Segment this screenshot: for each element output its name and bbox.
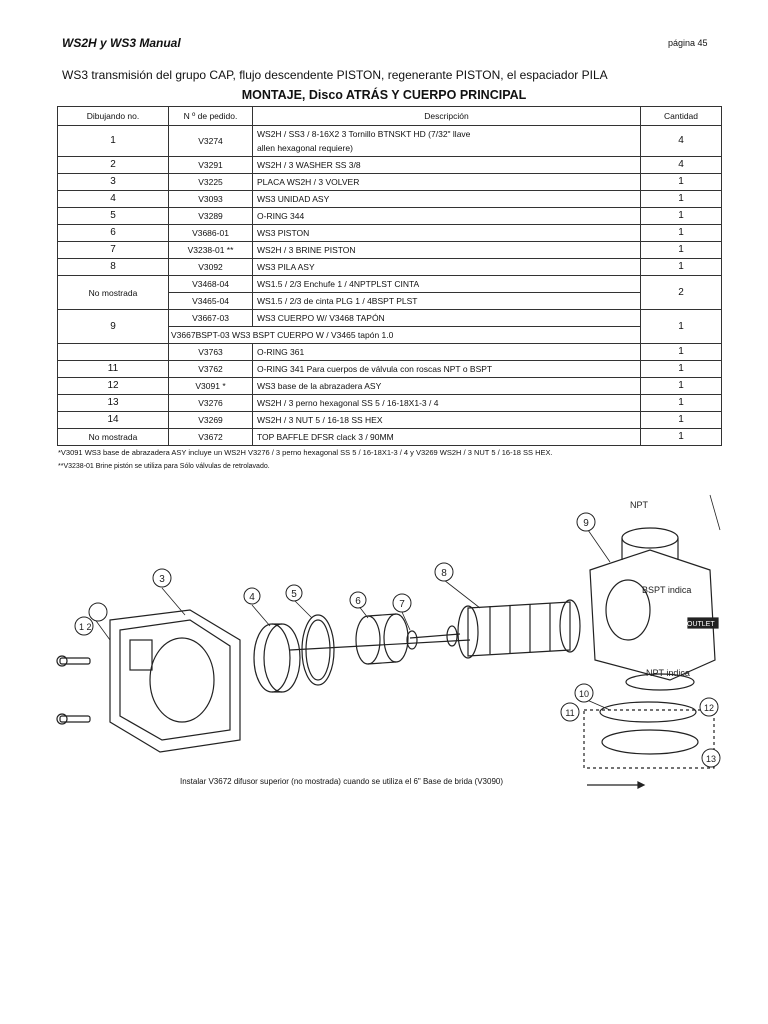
svg-text:12: 12 <box>703 703 715 713</box>
section-title: WS3 transmisión del grupo CAP, flujo descendente PISTON, regenerante PISTON, el espaciador PILA <box>62 68 608 82</box>
cell-drawing: 8 <box>58 259 169 276</box>
cell-order: V3238-01 ** <box>169 242 253 259</box>
footnote-2: **V3238-01 Brine pistón se utiliza para Sólo válvulas de retrolavado. <box>58 463 270 470</box>
cell-quantity: 1 <box>641 378 722 395</box>
npt-label: NPT <box>630 500 648 510</box>
cell-drawing: 3 <box>58 174 169 191</box>
clamp-assembly <box>584 702 717 768</box>
svg-text:13: 13 <box>705 754 717 764</box>
callout-1-2 <box>75 603 107 635</box>
table-row <box>58 378 722 395</box>
cell-order: V3289 <box>169 208 253 225</box>
cell-description: WS2H / 3 NUT 5 / 16-18 SS HEX <box>253 412 641 429</box>
cell-quantity: 2 <box>641 276 722 310</box>
cell-quantity: 1 <box>641 429 722 446</box>
table-header-row <box>58 107 722 126</box>
cell-drawing: No mostrada <box>58 429 169 446</box>
callout-3 <box>153 569 171 587</box>
svg-text:3: 3 <box>159 574 165 585</box>
svg-text:1 2: 1 2 <box>79 622 92 632</box>
cell-description: O-RING 341 Para cuerpos de válvula con roscas NPT o BSPT <box>253 361 641 378</box>
cell-description: WS3 PISTON <box>253 225 641 242</box>
cell-quantity: 1 <box>641 208 722 225</box>
svg-text:5: 5 <box>291 589 297 600</box>
o-ring-344 <box>302 615 334 685</box>
cell-drawing: 9 <box>58 310 169 344</box>
table-row <box>58 361 722 378</box>
header-quantity: Cantidad <box>641 107 722 126</box>
table-row <box>58 259 722 276</box>
cell-description: WS2H / 3 WASHER SS 3/8 <box>253 157 641 174</box>
cell-quantity: 1 <box>641 412 722 429</box>
table-row <box>58 276 722 293</box>
cell-quantity: 1 <box>641 225 722 242</box>
cell-description: WS2H / 3 BRINE PISTON <box>253 242 641 259</box>
cell-drawing: 5 <box>58 208 169 225</box>
cell-description-line2: allen hexagonal requiere) <box>257 143 353 153</box>
svg-text:8: 8 <box>441 568 447 579</box>
cell-description: WS3 CUERPO W/ V3468 TAPÓN <box>253 310 641 327</box>
cell-description: TOP BAFFLE DFSR clack 3 / 90MM <box>253 429 641 446</box>
cell-drawing: 13 <box>58 395 169 412</box>
callout-10 <box>575 684 593 702</box>
cell-quantity: 4 <box>641 126 722 157</box>
callout-8 <box>435 563 453 581</box>
table-row <box>58 191 722 208</box>
cell-drawing: 12 <box>58 378 169 395</box>
cell-order-description: V3667BSPT-03 WS3 BSPT CUERPO W / V3465 tapón 1.0 <box>169 327 641 344</box>
cell-description: WS3 UNIDAD ASY <box>253 191 641 208</box>
table-row <box>58 344 722 361</box>
svg-text:9: 9 <box>583 518 589 529</box>
cell-description-line1: WS2H / SS3 / 8-16X2 3 Tornillo BTNSKT HD (7/32" llave <box>257 129 471 139</box>
table-row <box>58 157 722 174</box>
cell-order: V3276 <box>169 395 253 412</box>
spacer-stack <box>458 600 580 658</box>
cell-description: PLACA WS2H / 3 VOLVER <box>253 174 641 191</box>
npt-indicator-label: NPT indica <box>646 668 690 678</box>
cell-quantity: 1 <box>641 259 722 276</box>
svg-text:10: 10 <box>578 689 590 699</box>
cell-order: V3291 <box>169 157 253 174</box>
table-row <box>58 242 722 259</box>
piston <box>356 614 408 664</box>
header-drawing: Dibujando no. <box>58 107 169 126</box>
callout-6 <box>350 592 366 608</box>
table-row <box>58 412 722 429</box>
arrow-icon <box>587 782 644 788</box>
callout-4 <box>244 588 260 604</box>
cell-order: V3686-01 <box>169 225 253 242</box>
cell-description: WS1.5 / 2/3 Enchufe 1 / 4NPTPLST CINTA <box>253 276 641 293</box>
cell-order: V3763 <box>169 344 253 361</box>
cell-quantity: 1 <box>641 242 722 259</box>
cell-order: V3465-04 <box>169 293 253 310</box>
cell-drawing: 6 <box>58 225 169 242</box>
callout-5 <box>286 585 302 601</box>
cell-order: V3091 * <box>169 378 253 395</box>
cell-drawing: 14 <box>58 412 169 429</box>
cell-quantity: 1 <box>641 344 722 361</box>
cell-quantity: 1 <box>641 174 722 191</box>
cell-quantity: 1 <box>641 395 722 412</box>
table-row <box>58 174 722 191</box>
table-row <box>58 429 722 446</box>
diagram-caption: Instalar V3672 difusor superior (no mostrada) cuando se utiliza el 6" Base de brida (V3090) <box>180 777 504 786</box>
cell-quantity: 4 <box>641 157 722 174</box>
cell-description <box>253 126 641 157</box>
cell-order: V3274 <box>169 126 253 157</box>
cell-order: V3093 <box>169 191 253 208</box>
table-row <box>58 225 722 242</box>
cell-order: V3672 <box>169 429 253 446</box>
cell-drawing: 1 <box>58 126 169 157</box>
header-description: Descripción <box>253 107 641 126</box>
cell-order: V3762 <box>169 361 253 378</box>
cell-description: WS3 PILA ASY <box>253 259 641 276</box>
section-subtitle: MONTAJE, Disco ATRÁS Y CUERPO PRINCIPAL <box>241 88 527 102</box>
cell-order: V3225 <box>169 174 253 191</box>
brine-piston <box>407 626 460 649</box>
cell-drawing: 7 <box>58 242 169 259</box>
bspt-label: BSPT indica <box>642 585 692 595</box>
callout-9 <box>577 513 595 531</box>
callout-13 <box>702 749 720 767</box>
header-order: N º de pedido. <box>169 107 253 126</box>
callout-12 <box>700 698 718 716</box>
callout-7 <box>393 594 411 612</box>
screw-top <box>57 656 90 666</box>
svg-text:4: 4 <box>249 592 255 603</box>
screw-bottom <box>57 714 90 724</box>
cell-description: WS1.5 / 2/3 de cinta PLG 1 / 4BSPT PLST <box>253 293 641 310</box>
table-row <box>58 395 722 412</box>
outlet-label: OUTLET <box>687 621 715 628</box>
page-number: página 45 <box>668 38 708 48</box>
cell-order: V3667-03 <box>169 310 253 327</box>
cell-order: V3092 <box>169 259 253 276</box>
cell-order: V3468-04 <box>169 276 253 293</box>
cell-description: O-RING 361 <box>253 344 641 361</box>
cell-description: O-RING 344 <box>253 208 641 225</box>
parts-table <box>57 106 722 446</box>
drive-assembly <box>254 624 300 692</box>
table-row <box>58 208 722 225</box>
svg-text:11: 11 <box>565 708 575 718</box>
main-body <box>590 528 718 690</box>
cell-quantity: 1 <box>641 361 722 378</box>
cell-drawing <box>58 344 169 361</box>
footnote-1: *V3091 WS3 base de abrazadera ASY incluye un WS2H V3276 / 3 perno hexagonal SS 5 / 16-18X1-3 / 4 y V3269 WS2H / 3 NUT 5 / 16-18 SS HEX. <box>58 448 553 457</box>
table-row <box>58 126 722 157</box>
cell-order: V3269 <box>169 412 253 429</box>
svg-text:6: 6 <box>355 596 361 607</box>
diagram-labels <box>630 500 715 678</box>
cell-quantity: 1 <box>641 310 722 344</box>
table-row <box>58 310 722 327</box>
exploded-view-diagram <box>50 490 760 810</box>
cell-drawing: 11 <box>58 361 169 378</box>
svg-text:7: 7 <box>399 599 405 610</box>
cell-drawing: 4 <box>58 191 169 208</box>
callout-11 <box>561 703 579 721</box>
cell-drawing: No mostrada <box>58 276 169 310</box>
cell-description: WS2H / 3 perno hexagonal SS 5 / 16-18X1-3 / 4 <box>253 395 641 412</box>
back-plate <box>110 610 240 752</box>
manual-title: WS2H y WS3 Manual <box>62 36 181 50</box>
cell-drawing: 2 <box>58 157 169 174</box>
cell-quantity: 1 <box>641 191 722 208</box>
cell-description: WS3 base de la abrazadera ASY <box>253 378 641 395</box>
